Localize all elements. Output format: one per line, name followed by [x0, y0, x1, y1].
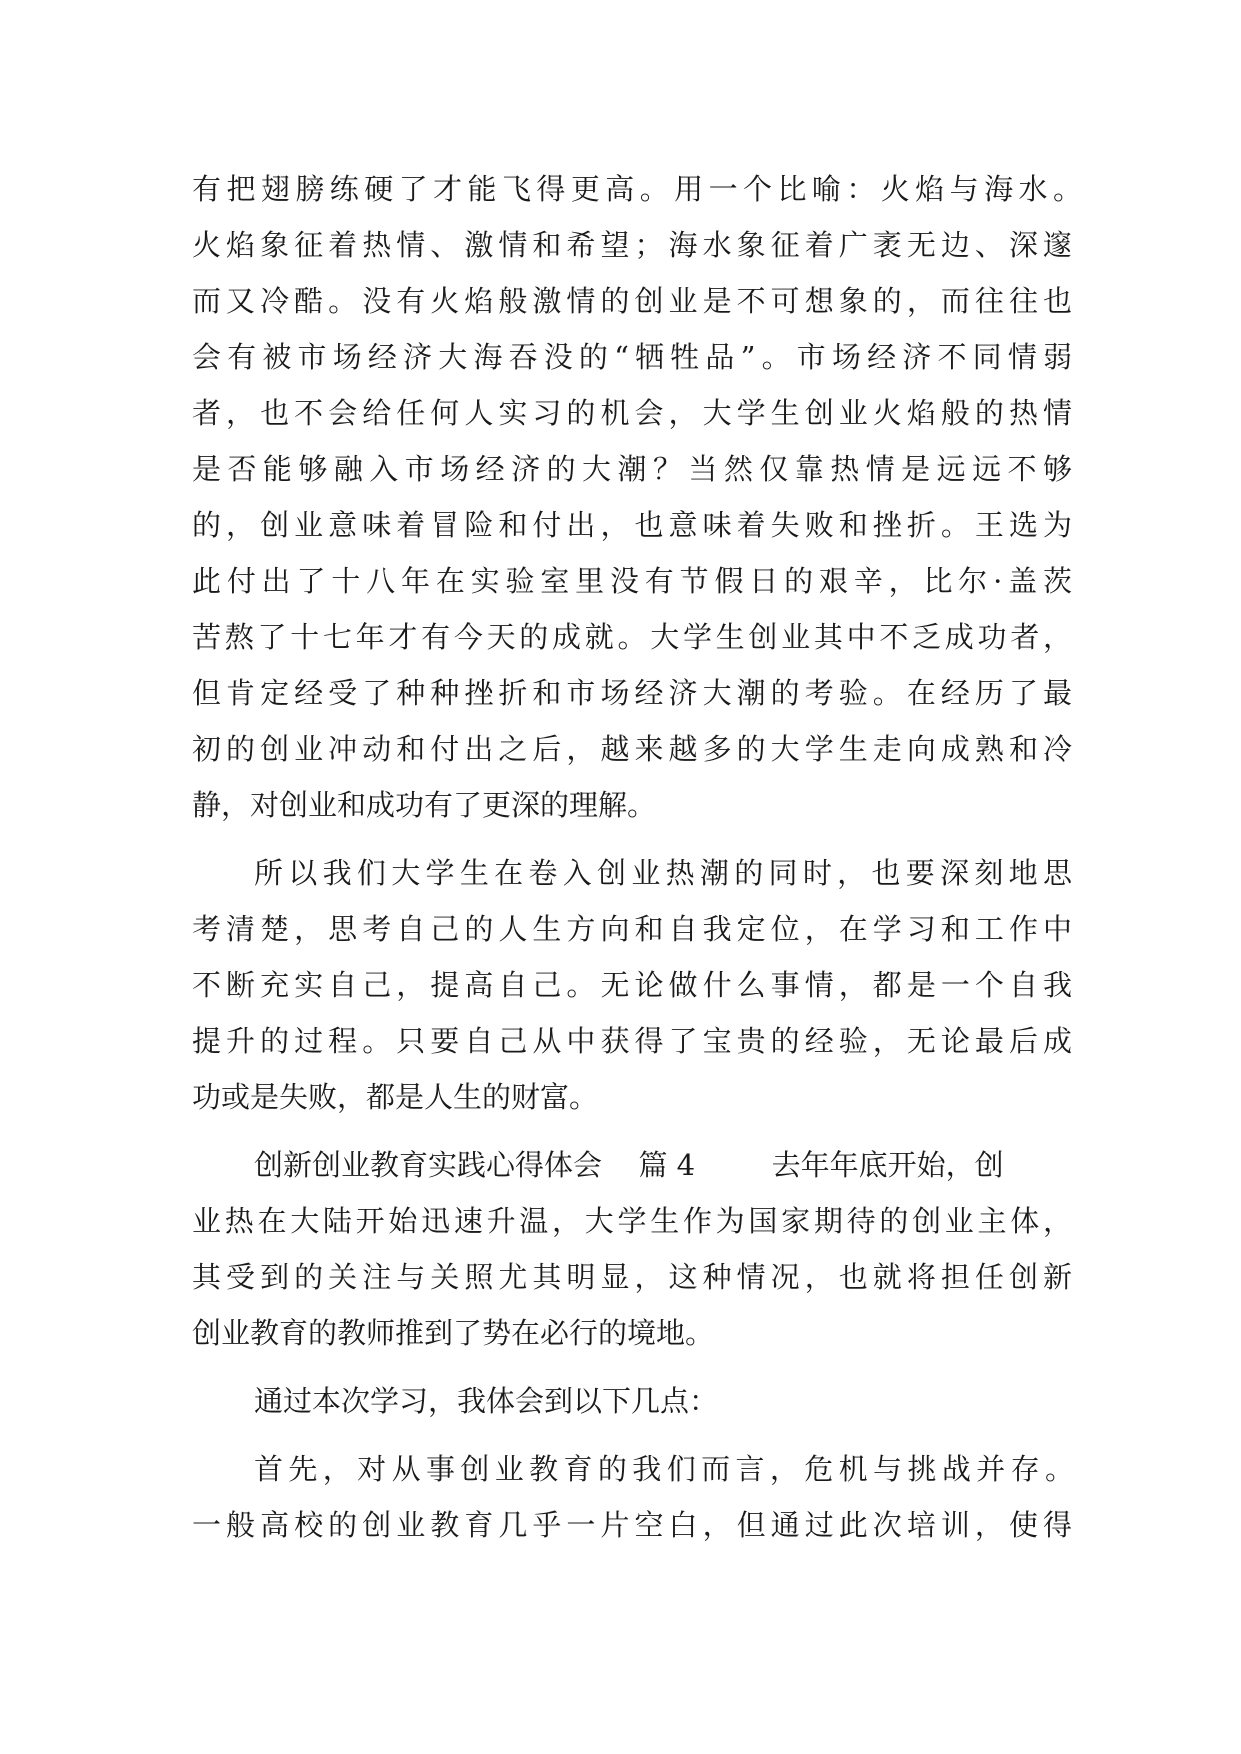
text-line: 而又冷酷。没有火焰般激情的创业是不可想象的，而往往也 [192, 284, 1072, 318]
text-line: 苦熬了十七年才有今天的成就。大学生创业其中不乏成功者， [192, 620, 1072, 654]
text-line: 其受到的关注与关照尤其明显，这种情况，也就将担任创新 [192, 1260, 1072, 1294]
section-number: 篇 4 [638, 1148, 696, 1182]
text-line: 一般高校的创业教育几乎一片空白，但通过此次培训，使得 [192, 1508, 1072, 1542]
section-intro: 去年年底开始，创 [771, 1148, 1004, 1182]
section-heading-line [254, 1137, 1072, 1193]
paragraph-first-line: 首先，对从事创业教育的我们而言，危机与挑战并存。 [254, 1452, 1074, 1486]
text-line: 有把翅膀练硬了才能飞得更高。用一个比喻：火焰与海水。 [192, 172, 1082, 206]
text-line: 者，也不会给任何人实习的机会，大学生创业火焰般的热情 [192, 396, 1072, 430]
text-line: 初的创业冲动和付出之后，越来越多的大学生走向成熟和冷 [192, 732, 1072, 766]
text-line: 此付出了十八年在实验室里没有节假日的艰辛，比尔·盖茨 [192, 564, 1072, 598]
text-line: 考清楚，思考自己的人生方向和自我定位，在学习和工作中 [192, 912, 1072, 946]
text-line: 静，对创业和成功有了更深的理解。 [192, 788, 657, 822]
text-line: 但肯定经受了种种挫折和市场经济大潮的考验。在经历了最 [192, 676, 1072, 710]
text-line: 火焰象征着热情、激情和希望；海水象征着广袤无边、深邃 [192, 228, 1072, 262]
text-line: 功或是失败，都是人生的财富。 [192, 1080, 599, 1114]
text-line: 会有被市场经济大海吞没的“牺牲品”。市场经济不同情弱 [192, 340, 1072, 374]
text-line: 不断充实自己，提高自己。无论做什么事情，都是一个自我 [192, 968, 1072, 1002]
paragraph-first-line: 所以我们大学生在卷入创业热潮的同时，也要深刻地思 [254, 856, 1072, 890]
text-line: 是否能够融入市场经济的大潮？当然仅靠热情是远远不够 [192, 452, 1072, 486]
section-title: 创新创业教育实践心得体会 [254, 1148, 603, 1182]
text-line: 提升的过程。只要自己从中获得了宝贵的经验，无论最后成 [192, 1024, 1072, 1058]
text-line: 业热在大陆开始迅速升温，大学生作为国家期待的创业主体， [192, 1204, 1072, 1238]
paragraph-first-line: 通过本次学习，我体会到以下几点： [254, 1384, 719, 1418]
text-line: 的，创业意味着冒险和付出，也意味着失败和挫折。王选为 [192, 508, 1072, 542]
text-line: 创业教育的教师推到了势在必行的境地。 [192, 1316, 715, 1350]
